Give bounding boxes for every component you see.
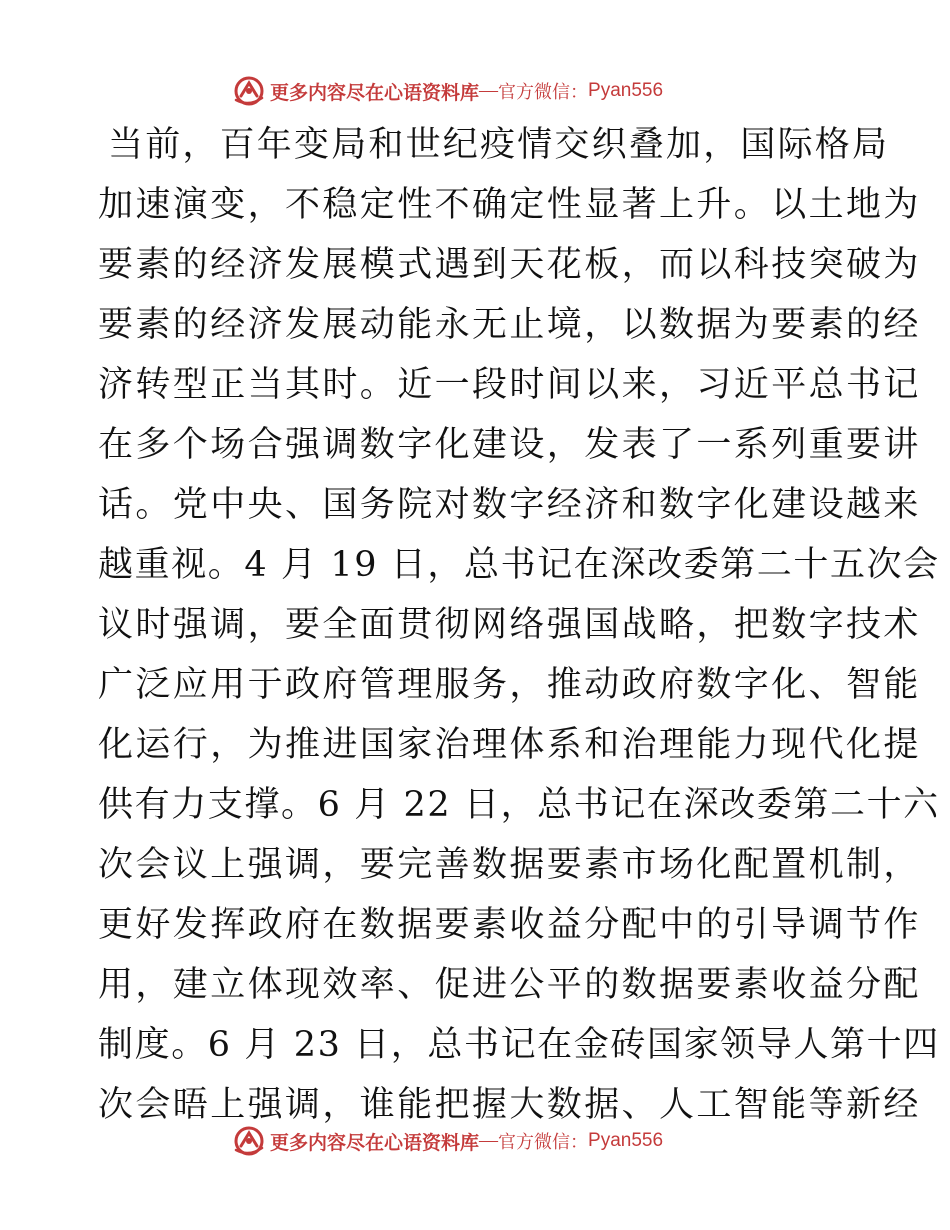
- text-line: 议时强调，要全面贯彻网络强国战略，把数字技术: [98, 605, 921, 645]
- watermark-header: [232, 74, 663, 108]
- watermark-dash: —: [479, 80, 499, 101]
- text-line: 更好发挥政府在数据要素收益分配中的引导调节作: [98, 905, 921, 945]
- text-line: 要素的经济发展模式遇到天花板，而以科技突破为: [98, 245, 921, 285]
- text-line: 越重视。4 月 19 日，总书记在深改委第二十五次会: [98, 545, 940, 585]
- text-line: 广泛应用于政府管理服务，推动政府数字化、智能: [98, 665, 921, 705]
- watermark-footer: [232, 1124, 663, 1158]
- text-line: 要素的经济发展动能永无止境，以数据为要素的经: [98, 305, 921, 345]
- text-line: 次会晤上强调，谁能把握大数据、人工智能等新经: [98, 1085, 921, 1125]
- watermark-brand: 更多内容尽在心语资料库: [270, 81, 480, 104]
- text-line: 供有力支撑。6 月 22 日，总书记在深改委第二十六: [98, 785, 940, 825]
- watermark-handle: Pyan556: [588, 1130, 664, 1151]
- text-line: 次会议上强调，要完善数据要素市场化配置机制，: [98, 845, 921, 885]
- logo-icon: [232, 1124, 266, 1158]
- text-line: 济转型正当其时。近一段时间以来，习近平总书记: [98, 365, 921, 405]
- text-line: 当前，百年变局和世纪疫情交织叠加，国际格局: [108, 125, 890, 165]
- text-line: 加速演变，不稳定性不确定性显著上升。以土地为: [98, 185, 921, 225]
- text-line: 用，建立体现效率、促进公平的数据要素收益分配: [98, 965, 921, 1005]
- watermark-handle: Pyan556: [588, 80, 664, 101]
- watermark-official: 官方微信：: [498, 1132, 589, 1153]
- logo-icon: [232, 74, 266, 108]
- watermark-dash: —: [479, 1130, 499, 1151]
- watermark-brand: 更多内容尽在心语资料库: [270, 1131, 480, 1154]
- text-line: 化运行，为推进国家治理体系和治理能力现代化提: [98, 725, 921, 765]
- text-line: 制度。6 月 23 日，总书记在金砖国家领导人第十四: [98, 1025, 940, 1065]
- watermark-official: 官方微信：: [498, 82, 589, 103]
- text-line: 话。党中央、国务院对数字经济和数字化建设越来: [98, 485, 921, 525]
- text-line: 在多个场合强调数字化建设，发表了一系列重要讲: [98, 425, 921, 465]
